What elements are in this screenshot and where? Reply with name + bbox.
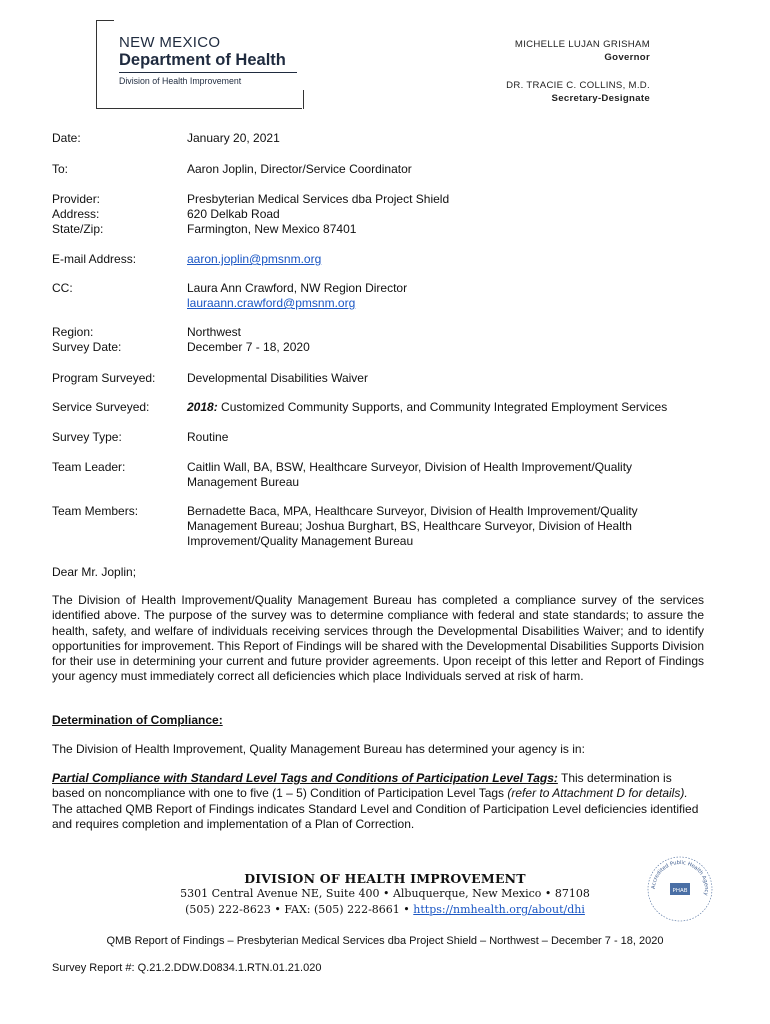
seal-ring-text: Accredited Public Health Agency bbox=[650, 859, 710, 897]
department-logo bbox=[96, 20, 304, 110]
determination-heading: Determination of Compliance: bbox=[52, 713, 223, 727]
program-value: Developmental Disabilities Waiver bbox=[187, 371, 368, 385]
statezip-value: Farmington, New Mexico 87401 bbox=[187, 222, 357, 236]
cc-name: Laura Ann Crawford, NW Region Director bbox=[187, 281, 408, 295]
email-label: E-mail Address: bbox=[52, 252, 137, 266]
footer-phone-fax: (505) 222-8623 • FAX: (505) 222-8661 • bbox=[185, 903, 414, 916]
cc-row bbox=[52, 281, 712, 311]
provider-block bbox=[52, 192, 712, 238]
logo-department-name: Department of Health bbox=[119, 51, 286, 69]
cc-label: CC: bbox=[52, 281, 73, 295]
team-members-value: Bernadette Baca, MPA, Healthcare Surveyor, Division of Health Improvement/Quality Management Bureau; Joshua Burghart, BS, Healthcare Surveyor, Division of Health Improvement/Quality Management Bureau bbox=[187, 504, 638, 548]
logo-frame bbox=[96, 20, 97, 108]
logo-state-name: NEW MEXICO bbox=[119, 34, 221, 51]
region-block bbox=[52, 325, 712, 355]
service-label: Service Surveyed: bbox=[52, 400, 150, 414]
survey-date-value: December 7 - 18, 2020 bbox=[187, 340, 310, 354]
governor-name: MICHELLE LUJAN GRISHAM bbox=[514, 39, 650, 50]
team-members-row bbox=[52, 504, 712, 549]
email-link[interactable]: aaron.joplin@pmsnm.org bbox=[187, 252, 322, 266]
logo-frame bbox=[96, 20, 114, 21]
team-leader-row bbox=[52, 460, 712, 490]
secretary-name: DR. TRACIE C. COLLINS, M.D. bbox=[506, 80, 650, 91]
region-value: Northwest bbox=[187, 325, 242, 339]
team-members-label: Team Members: bbox=[52, 504, 139, 518]
partial-text-2: The attached QMB Report of Findings indicates Standard Level and Condition of Participation Level deficiencies identified and requires completion and implementation of a Plan of Correction. bbox=[52, 801, 699, 831]
team-leader-value: Caitlin Wall, BA, BSW, Healthcare Surveyor, Division of Health Improvement/Quality Management Bureau bbox=[187, 460, 633, 489]
partial-compliance-heading: Partial Compliance with Standard Level Tags and Conditions of Participation Level Tags: bbox=[52, 771, 558, 785]
footer-url-link[interactable]: https://nmhealth.org/about/dhi bbox=[413, 903, 585, 916]
governor-title: Governor bbox=[604, 52, 650, 63]
partial-compliance-paragraph bbox=[52, 771, 704, 832]
statezip-label: State/Zip: bbox=[52, 222, 104, 236]
date-label: Date: bbox=[52, 131, 81, 145]
service-value: Customized Community Supports, and Community Integrated Employment Services bbox=[217, 400, 668, 414]
address-value: 620 Delkab Road bbox=[187, 207, 280, 221]
to-value: Aaron Joplin, Director/Service Coordinator bbox=[187, 162, 412, 176]
survey-date-label: Survey Date: bbox=[52, 340, 122, 354]
seal-center-label: PHAB bbox=[672, 888, 688, 894]
footer-address: 5301 Central Avenue NE, Suite 400 • Albuquerque, New Mexico • 87108 bbox=[180, 887, 590, 900]
accreditation-seal-icon bbox=[646, 855, 714, 923]
survey-type-value: Routine bbox=[187, 430, 229, 444]
region-label: Region: bbox=[52, 325, 94, 339]
logo-frame bbox=[303, 90, 304, 109]
address-label: Address: bbox=[52, 207, 100, 221]
intro-paragraph: The Division of Health Improvement/Quality Management Bureau has completed a compliance survey of the services identified above. The purpose of the survey was to determine compliance with federal and state standards; to assure the health, safety, and welfare of individuals receiving services through the Developmental Disabilities Waiver; and to identify opportunities for improvement. This Report of Findings will be shared with the Developmental Disabilities Supports Division for their use in determining your current and future provider agreements. Upon receipt of this letter and Report of Findings your agency must immediately correct all deficiencies which place Individuals served at risk of harm. bbox=[52, 593, 704, 684]
footer-division-name: DIVISION OF HEALTH IMPROVEMENT bbox=[244, 871, 526, 886]
survey-report-number: Survey Report #: Q.21.2.DDW.D0834.1.RTN.01.21.020 bbox=[52, 962, 322, 974]
cc-email-link[interactable]: lauraann.crawford@pmsnm.org bbox=[187, 296, 356, 310]
officials-block bbox=[506, 38, 650, 105]
report-footer-line: QMB Report of Findings – Presbyterian Medical Services dba Project Shield – Northwest – December 7 - 18, 2020 bbox=[106, 935, 664, 947]
date-value: January 20, 2021 bbox=[187, 131, 280, 145]
provider-label: Provider: bbox=[52, 192, 101, 206]
survey-type-label: Survey Type: bbox=[52, 430, 122, 444]
provider-value: Presbyterian Medical Services dba Project Shield bbox=[187, 192, 450, 206]
to-label: To: bbox=[52, 162, 69, 176]
partial-text-1: This determination is based on noncompliance with one to five (1 – 5) Condition of Participation Level Tags bbox=[52, 771, 672, 801]
logo-frame bbox=[96, 108, 302, 109]
service-year: 2018: bbox=[187, 400, 218, 414]
logo-divider bbox=[119, 72, 297, 73]
salutation: Dear Mr. Joplin; bbox=[52, 565, 137, 579]
logo-division-name: Division of Health Improvement bbox=[119, 76, 242, 86]
program-label: Program Surveyed: bbox=[52, 371, 156, 385]
team-leader-label: Team Leader: bbox=[52, 460, 126, 474]
secretary-title: Secretary-Designate bbox=[551, 93, 650, 104]
determination-text: The Division of Health Improvement, Quality Management Bureau has determined your agency is in: bbox=[52, 742, 585, 756]
partial-italic-ref: (refer to Attachment D for details). bbox=[507, 786, 688, 801]
